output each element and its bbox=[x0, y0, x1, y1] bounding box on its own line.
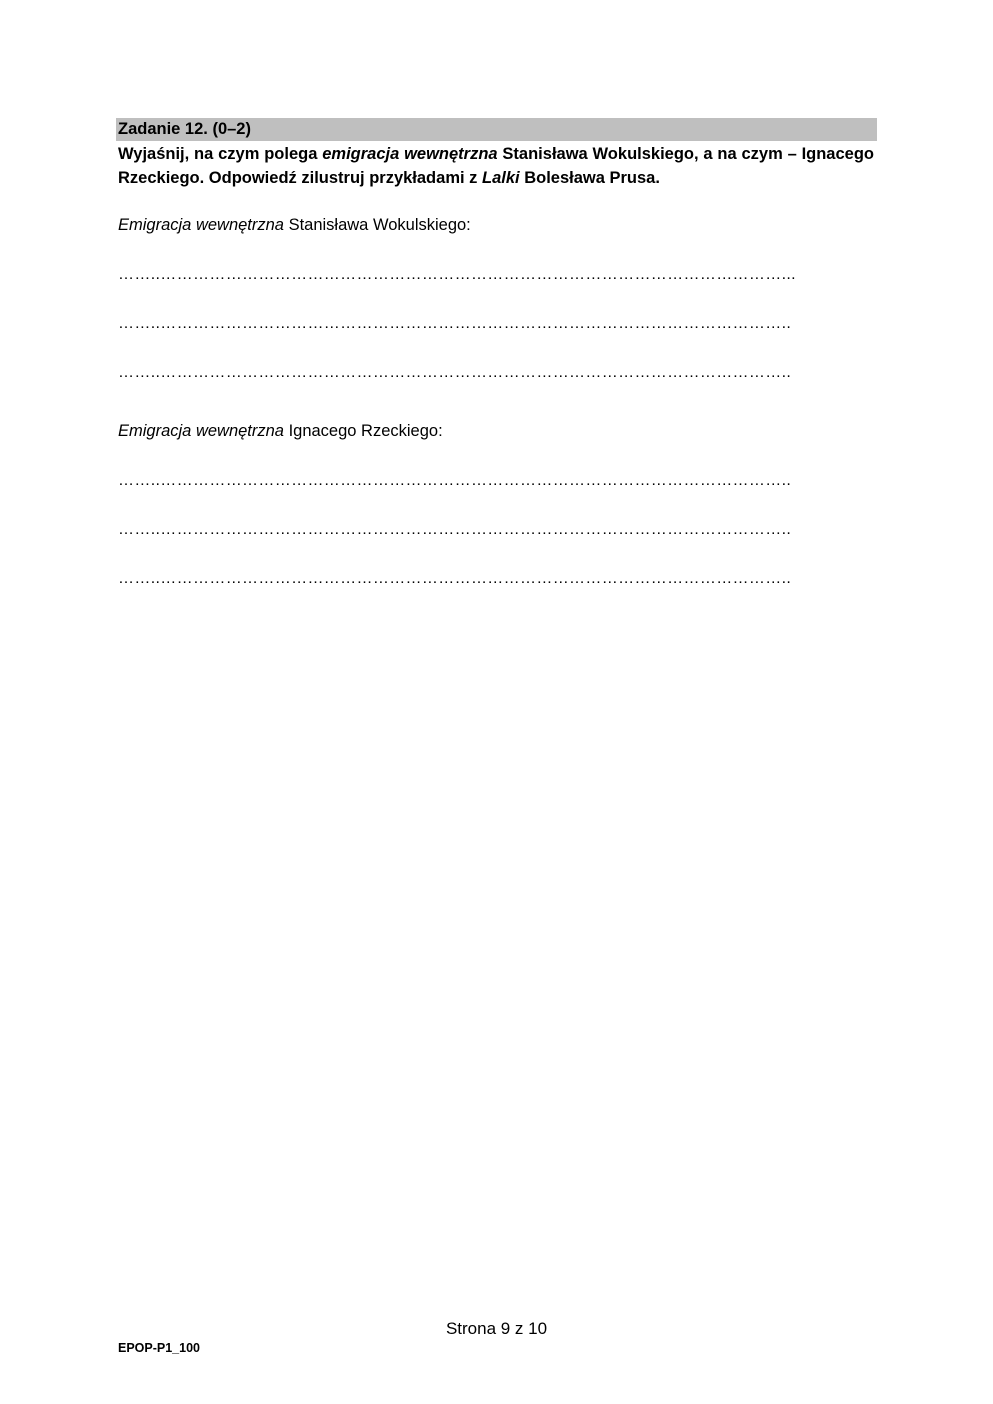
section-label-italic: Emigracja wewnętrzna bbox=[118, 422, 284, 440]
instruction-text-3: Bolesława Prusa. bbox=[519, 169, 660, 187]
section-label-rzecki bbox=[118, 420, 443, 442]
section-label-wokulski bbox=[118, 214, 471, 236]
answer-line[interactable]: ……..……………………………………………………………………………………………………... bbox=[118, 266, 796, 283]
section-label-text: Ignacego Rzeckiego: bbox=[283, 422, 443, 440]
task-instruction bbox=[118, 142, 874, 190]
page-number: Strona 9 z 10 bbox=[445, 1319, 548, 1338]
instruction-text-1: Wyjaśnij, na czym polega bbox=[118, 145, 323, 163]
answer-line[interactable]: ……..…………………………………………………………………………………………………….. bbox=[118, 472, 792, 489]
answer-line[interactable]: ……..…………………………………………………………………………………………………….. bbox=[118, 570, 792, 587]
instruction-emphasis-2: Lalki bbox=[482, 169, 520, 187]
answer-line[interactable]: ……..…………………………………………………………………………………………………….. bbox=[118, 315, 792, 332]
instruction-emphasis-1: emigracja wewnętrzna bbox=[322, 145, 498, 163]
task-header: Zadanie 12. (0–2) bbox=[116, 118, 877, 141]
section-label-italic: Emigracja wewnętrzna bbox=[118, 216, 284, 234]
section-label-text: Stanisława Wokulskiego: bbox=[283, 216, 471, 234]
instruction-text-2: Stanisława Wokulskiego, a na czym – Ignacego Rzeckiego. Odpowiedź zilustruj przykładami z bbox=[118, 145, 874, 187]
answer-line[interactable]: ……..…………………………………………………………………………………………………….. bbox=[118, 521, 792, 538]
exam-code: EPOP-P1_100 bbox=[118, 1341, 200, 1355]
answer-line[interactable]: ……..…………………………………………………………………………………………………….. bbox=[118, 364, 792, 381]
